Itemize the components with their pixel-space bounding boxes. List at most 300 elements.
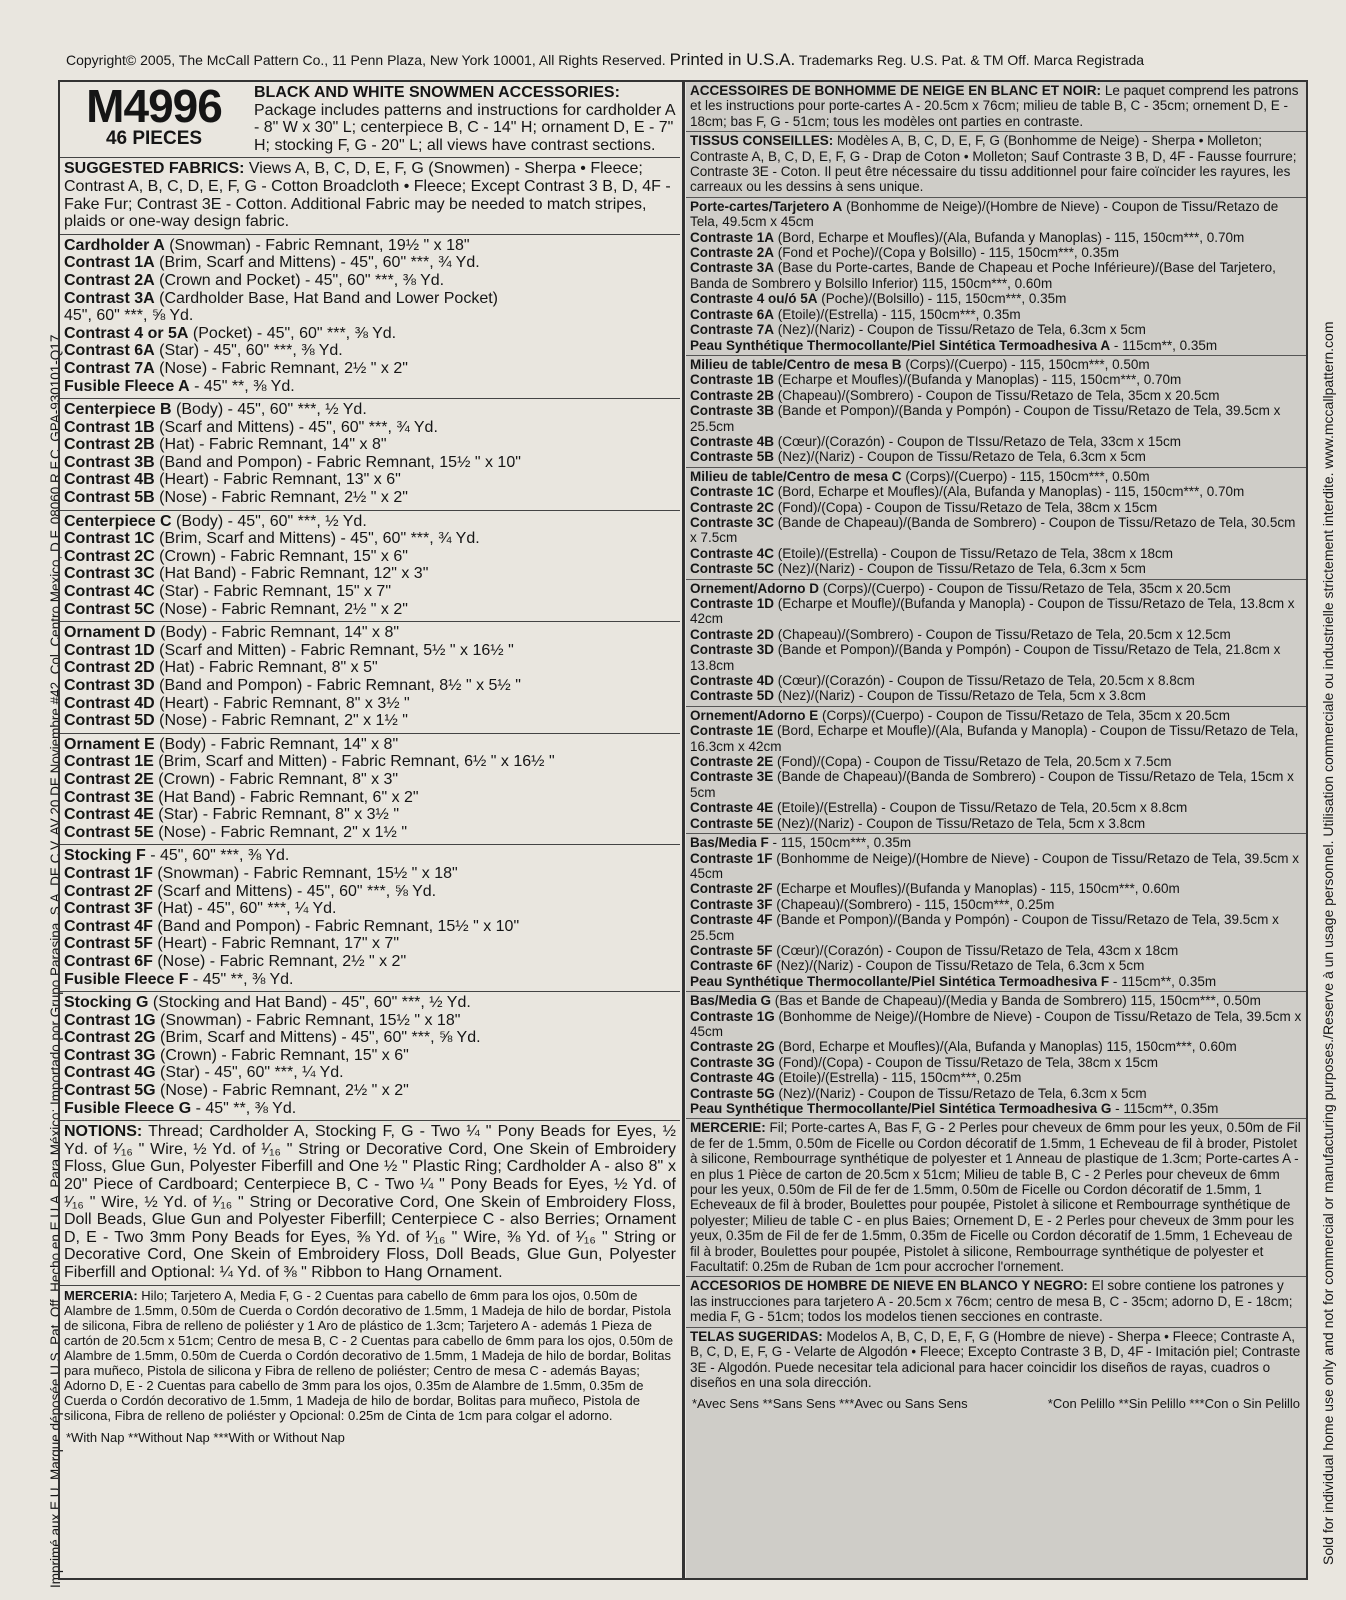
view-label: Contrast 2B (64, 436, 155, 454)
view-label: Ornament D (64, 624, 156, 642)
yardage-detail: (Bonhomme de Neige)/(Hombre de Nieve) - Coupon de Tissu/Retazo de Tela, 39.5cm x 45cm (690, 1008, 1302, 1039)
yardage-detail: (Chapeau)/(Sombrero) - Coupon de Tissu/Retazo de Tela, 20.5cm x 12.5cm (774, 626, 1231, 642)
yardage-line (64, 789, 676, 807)
view-label: Contrast 4D (64, 694, 155, 712)
yardage-detail: (Scarf and Mittens) - 45", 60" ***, ¾ Yd. (154, 418, 438, 436)
view-label: Contrast 2E (64, 770, 154, 788)
notions (60, 1121, 680, 1285)
yardage-detail: (Heart) - Fabric Remnant, 17" x 7" (152, 935, 400, 953)
description-text: Package includes patterns and instructions for cardholder A - 8" W x 30" L; centerpiece B, C - 14" H; ornament D, E - 7" H; stocking F, G - 20" L; all views have contrast sections. (254, 101, 675, 154)
yardage-line (690, 581, 1302, 596)
yardage-line (64, 565, 676, 583)
yardage-detail: (Scarf and Mitten) - Fabric Remnant, 5½ " x 16½ " (154, 641, 514, 659)
yardage-detail: (Etoile)/(Estrella) - 115, 150cm***, 0.25m (774, 1070, 1022, 1086)
yardage-line (64, 378, 676, 396)
yardage-line (690, 1070, 1302, 1085)
yardage-line (690, 688, 1302, 703)
yardage-line (690, 469, 1302, 484)
yardage-detail: (Brim, Scarf and Mittens) - 45", 60" ***, ¾ Yd. (154, 530, 480, 548)
yardage-line (64, 865, 676, 883)
fr-fabrics-text: Modèles A, B, C, D, E, F, G (Bonhomme de Neige) - Sherpa • Molleton; Contraste A, B, C, D, E, F, G - Drap de Coton • Molleton; Sauf Contraste 3 B, D, 4F - Fausse fourrure; Contraste 3E - Coton. Il peut être nécessaire du tissu additionnel pour faire coïncider les rayures, les carreaux ou les dessins à sens unique. (690, 133, 1297, 195)
view-label: Contraste 2C (690, 499, 775, 515)
printed-text: Printed in U.S.A. (669, 50, 796, 69)
view-label: Contrast 4E (64, 806, 154, 824)
view-label: Contraste 5D (690, 688, 775, 704)
view-label: Peau Synthétique Thermocollante/Piel Sintética Termoadhesiva F (690, 973, 1110, 989)
yardage-detail: (Hat) - 45", 60" ***, ¼ Yd. (152, 900, 337, 918)
yardage-line (64, 1100, 676, 1118)
yardage-group (686, 356, 1306, 468)
yardage-group (686, 834, 1306, 992)
view-label: Contrast 6A (64, 342, 155, 360)
yardage-group (60, 845, 680, 992)
column-divider (682, 80, 685, 1580)
yardage-detail: (Snowman) - Fabric Remnant, 19½ " x 18" (164, 236, 470, 254)
fr-intro-label: ACCESSOIRES DE BONHOMME DE NEIGE EN BLANC ET NOIR: (690, 83, 1102, 98)
yardage-list-en (60, 235, 680, 1122)
description (254, 84, 676, 154)
yardage-line (690, 1039, 1302, 1054)
yardage-line (690, 403, 1302, 434)
yardage-detail: (Star) - Fabric Remnant, 8" x 3½ " (153, 806, 400, 824)
yardage-detail: - 115, 150cm***, 0.35m (768, 835, 912, 851)
view-label: Contraste 1A (690, 229, 775, 245)
view-label: Contrast 2G (64, 1029, 156, 1047)
yardage-line (690, 245, 1302, 260)
footnote-es: *Con Pelillo **Sin Pelillo ***Con o Sin Pelillo (1047, 1396, 1300, 1412)
yardage-line (64, 548, 676, 566)
yardage-line (64, 736, 676, 754)
yardage-detail: (Bande et Pompon)/(Banda y Pompón) - Coupon de Tissu/Retazo de Tela, 21.8cm x 13.8cm (690, 642, 1281, 673)
suggested-fabrics (60, 158, 680, 234)
trademark-text: Trademarks Reg. U.S. Pat. & TM Off. Marca Registrada (798, 52, 1145, 68)
view-label: Contrast 3A (64, 289, 155, 307)
pattern-number-block (64, 80, 244, 154)
view-label: Contrast 1D (64, 641, 155, 659)
yardage-detail: (Bas et Bande de Chapeau)/(Media y Banda de Sombrero) 115, 150cm***, 0.50m (771, 993, 1261, 1009)
yardage-line (64, 513, 676, 531)
yardage-detail: (Scarf and Mittens) - 45", 60" ***, ⅝ Yd. (152, 882, 437, 900)
yardage-detail: (Echarpe et Moufle)/(Bufanda y Manopla) - Coupon de Tissu/Retazo de Tela, 13.8cm x 42cm (690, 596, 1295, 627)
yardage-line (690, 1055, 1302, 1070)
view-label: Contrast 4C (64, 583, 155, 601)
view-label: Contrast 1E (64, 753, 154, 771)
yardage-detail: (Nose) - Fabric Remnant, 2½ " x 2" (154, 359, 408, 377)
yardage-line (64, 824, 676, 842)
yardage-detail: (Body) - Fabric Remnant, 14" x 8" (155, 624, 400, 642)
view-label: Contraste 6F (690, 958, 773, 974)
yardage-line (64, 624, 676, 642)
yardage-line (690, 800, 1302, 815)
view-label: Fusible Fleece A (64, 377, 190, 395)
yardage-group (686, 992, 1306, 1119)
yardage-line (690, 1101, 1302, 1116)
yardage-line (690, 1009, 1302, 1040)
view-label: Contraste 4F (690, 912, 773, 928)
yardage-line (64, 290, 676, 308)
view-label: Contraste 2G (690, 1039, 775, 1055)
yardage-detail: (Nez)/(Nariz) - Coupon de Tissu/Retazo de Tela, 5cm x 3.8cm (774, 688, 1146, 704)
translation-column (686, 82, 1306, 1578)
yardage-line (690, 596, 1302, 627)
yardage-detail: (Body) - Fabric Remnant, 14" x 8" (154, 735, 399, 753)
yardage-detail: (Nez)/(Nariz) - Coupon de Tissu/Retazo de Tela, 6.3cm x 5cm (774, 1085, 1147, 1101)
yardage-group (60, 235, 680, 399)
footnote-fr: *Avec Sens **Sans Sens ***Avec ou Sans Sens (692, 1396, 968, 1412)
view-label: Stocking F (64, 847, 146, 865)
yardage-list-fr-es (686, 198, 1306, 1120)
view-label: Contraste 4E (690, 800, 774, 816)
view-label: Contrast 1B (64, 418, 155, 436)
view-label: Contrast 2A (64, 271, 155, 289)
yardage-group (686, 198, 1306, 356)
yardage-line (690, 958, 1302, 973)
view-label: Contrast 4G (64, 1064, 156, 1082)
yardage-line (690, 388, 1302, 403)
view-label: Contraste 1F (690, 850, 773, 866)
es-fabrics-text: Modelos A, B, C, D, E, F, G (Hombre de nieve) - Sherpa • Fleece; Contraste A, B, C, D, E, F, G - Velarte de Algodón • Fleece; Excepto Contraste 3 B, D, 4F - Imitación piel; Contraste 3E - Algodón. Puede necesitar tela adicional para hacer coincidir los diseños de rayas, cuadros o diseños en una sola dirección. (690, 1328, 1301, 1390)
view-label: Contrast 7A (64, 359, 155, 377)
yardage-detail: (Etoile)/(Estrella) - 115, 150cm***, 0.35m (774, 306, 1021, 322)
yardage-detail: (Nose) - Fabric Remnant, 2" x 1½ " (153, 823, 408, 841)
view-label: Bas/Media G (690, 993, 772, 1009)
yardage-detail: (Brim, Scarf and Mitten) - Fabric Remnant, 6½ " x 16½ " (153, 753, 555, 771)
view-label: Contrast 1F (64, 864, 153, 882)
view-label: Contraste 3C (690, 514, 775, 530)
view-label: Contraste 4G (690, 1070, 775, 1086)
yardage-line (690, 561, 1302, 576)
yardage-line (64, 971, 676, 989)
yardage-line (64, 659, 676, 677)
yardage-detail: 45", 60" ***, ⅝ Yd. (64, 307, 194, 325)
yardage-detail: (Corps)/(Cuerpo) - 115, 150cm***, 0.50m (901, 356, 1150, 372)
yardage-detail: (Nez)/(Nariz) - Coupon de Tissu/Retazo de Tela, 6.3cm x 5cm (774, 322, 1146, 338)
view-label: Ornament E (64, 735, 155, 753)
yardage-line (690, 723, 1302, 754)
yardage-detail: (Nose) - Fabric Remnant, 2½ " x 2" (155, 1082, 409, 1100)
view-label: Contrast 2F (64, 882, 153, 900)
yardage-line (64, 847, 676, 865)
yardage-line (64, 342, 676, 360)
yardage-detail: (Cœur)/(Corazón) - Coupon de Tissu/Retazo de Tela, 20.5cm x 8.8cm (774, 673, 1195, 689)
side-usage-text: Sold for individual home use only and not for commercial or manufacturing purposes./Reserve à un usage personnel. Utilisation commerciale ou industrielle strictement interdite. www.mccallpattern.com (1320, 321, 1336, 1565)
yardage-line (64, 419, 676, 437)
yardage-detail: (Hat Band) - Fabric Remnant, 12" x 3" (154, 565, 429, 583)
yardage-detail: (Stocking and Hat Band) - 45", 60" ***, ½ Yd. (148, 994, 471, 1012)
yardage-detail: (Heart) - Fabric Remnant, 13" x 6" (154, 471, 401, 489)
yardage-line (64, 401, 676, 419)
yardage-line (690, 500, 1302, 515)
view-label: Fusible Fleece F (64, 970, 189, 988)
view-label: Contraste 1G (690, 1008, 775, 1024)
yardage-detail: (Bande de Chapeau)/(Banda de Sombrero) - Coupon de Tissu/Retazo de Tela, 30.5cm x 7.5cm (690, 514, 1296, 546)
yardage-detail: (Nose) - Fabric Remnant, 2½ " x 2" (154, 489, 408, 507)
mercerie-text: Fil; Porte-cartes A, Bas F, G - 2 Perles pour cheveux de 6mm pour les yeux, 0.50m de Fil de fer de 1.5mm, 0.50m de Ficelle ou Cordon décoratif de 1.5mm, 1 Echeveau de fil à broder, Pistolet à silicone, Rembourrage synthétique de polyester et 1 Anneau de plastique de 1.3cm; Porte-cartes A - en plus 1 Pièce de carton de 20.5cm x 51cm; Milieu de table B, C - 2 Perles pour cheveux de 6mm pour les yeux, 0.50m de Fil de fer de 1.5mm, 0.50m de Ficelle ou Cordon décoratif de 1.5mm, 1 Echeveaux de fil à broder, Boulettes pour poupée, Pistolet à silicone et Rembourrage synthétique de polyester; Milieu de table C - en plus Baies; Ornement D, E - 2 Perles pour cheveux de 3mm pour les yeux, 0.35m de Fil de fer de 1.5mm, 0.35m de Ficelle ou Cordon décoratif de 1.5mm, 1 Echeveau de fil à broder, Boulettes pour poupée, Pistolet à silicone, Rembourrage synthétique de polyester et Facultatif: 0.25m de Ruban de 1cm pour accrocher l'ornement. (690, 1120, 1301, 1275)
yardage-line (64, 454, 676, 472)
yardage-detail: (Bonhomme de Neige)/(Hombre de Nieve) - Coupon de Tissu/Retazo de Tela, 39.5cm x 45cm (690, 850, 1300, 881)
view-label: Contraste 1C (690, 484, 775, 500)
view-label: Contrast 4B (64, 471, 155, 489)
yardage-detail: (Crown) - Fabric Remnant, 8" x 3" (153, 770, 399, 788)
yardage-line (64, 806, 676, 824)
yardage-detail: (Fond et Poche)/(Copa y Bolsillo) - 115, 150cm***, 0.35m (774, 245, 1119, 261)
yardage-detail: (Poche)/(Bolsillo) - 115, 150cm***, 0.35m (817, 291, 1067, 307)
view-label: Bas/Media F (690, 835, 769, 851)
yardage-line (690, 881, 1302, 896)
yardage-detail: - 45", 60" ***, ⅜ Yd. (145, 847, 290, 865)
yardage-detail: (Bord, Echarpe et Moufles)/(Ala, Bufanda y Manoplas) - 115, 150cm***, 0.70m (774, 484, 1245, 500)
yardage-detail: (Cardholder Base, Hat Band and Lower Pocket) (154, 289, 498, 307)
yardage-detail: - 45" **, ⅜ Yd. (188, 970, 294, 988)
merceria-label: MERCERIA: (64, 1287, 138, 1303)
yardage-line (690, 897, 1302, 912)
yardage-line (64, 436, 676, 454)
view-label: Contraste 3B (690, 403, 775, 419)
view-label: Stocking G (64, 994, 149, 1012)
yardage-detail: (Crown and Pocket) - 45", 60" ***, ⅜ Yd. (154, 271, 445, 289)
yardage-group (686, 580, 1306, 707)
yardage-line (64, 237, 676, 255)
yardage-group (686, 468, 1306, 580)
view-label: Contraste 3E (690, 769, 774, 785)
yardage-detail: (Star) - 45", 60" ***, ¼ Yd. (155, 1064, 344, 1082)
yardage-line (690, 835, 1302, 850)
es-intro-label: ACCESORIOS DE HOMBRE DE NIEVE EN BLANCO Y NEGRO: (690, 1278, 1088, 1294)
yardage-detail: (Heart) - Fabric Remnant, 8" x 3½ " (154, 694, 410, 712)
yardage-group (60, 511, 680, 623)
yardage-line (690, 974, 1302, 989)
view-label: Contrast 3F (64, 900, 153, 918)
yardage-line (690, 449, 1302, 464)
yardage-detail: (Base du Porte-cartes, Bande de Chapeau et Poche Inférieure)/(Base del Tarjetero, Banda de Sombrero y Bolsillo Inferior) 115, 150cm***, 0.60m (690, 260, 1276, 291)
copyright-text: Copyright© 2005, The McCall Pattern Co., 11 Penn Plaza, New York 10001, All Rights Reserved. (66, 52, 666, 68)
yardage-detail: (Bord, Echarpe et Moufle)/(Ala, Bufanda y Manopla) - Coupon de Tissu/Retazo de Tela, 16.3cm x 42cm (690, 723, 1299, 754)
yardage-detail: - 115cm**, 0.35m (1109, 973, 1217, 989)
yardage-line (690, 230, 1302, 245)
view-label: Contrast 4 or 5A (64, 324, 189, 342)
yardage-detail: (Hat Band) - Fabric Remnant, 6" x 2" (153, 788, 419, 806)
yardage-line (690, 434, 1302, 449)
yardage-detail: (Corps)/(Cuerpo) - Coupon de Tissu/Retazo de Tela, 35cm x 20.5cm (818, 707, 1230, 723)
yardage-line (64, 883, 676, 901)
yardage-line (64, 1064, 676, 1082)
view-label: Contraste 2E (690, 754, 774, 770)
merceria-text: Hilo; Tarjetero A, Media F, G - 2 Cuentas para cabello de 6mm para los ojos, 0.50m de Alambre de 1.5mm, 0.50m de Cuerda o Cordón decorativo de 1.5mm, 1 Madeja de hilo de bordar, Pistola de silicona, Fibra de relleno de poliéster y 1 Aro de plástico de 1.3cm; Tarjetero A - además 1 Pieza de cartón de 20.5cm x 51cm; Centro de mesa B, C - 2 Cuentas para cabello de 6mm para los ojos, 0.50m de Alambre de 1.5mm, 0.50m de Cuerda o Cordón decorativo de 1.5mm, 1 Madeja de hilo de bordar, Bolitas para muñeco, Pistola de silicona y Fibra de relleno de poliéster; Centro de mesa C - además Bayas; Adorno D, E - 2 Cuentas para cabello de 3mm para los ojos, 0.35m de Alambre de 1.5mm, 0.35m de Cuerda o Cordón decorativo de 1.5mm, 1 Madeja de hilo de bordar, Bolitas para muñeco, Pistola de silicona, Fibra de relleno de poliéster y Opcional: 0.25m de Cinta de 1cm para colgar el adorno. (64, 1287, 674, 1423)
view-label: Contraste 2A (690, 245, 775, 261)
es-intro-text: El sobre contiene los patrones y las instrucciones para tarjetero A - 20.5cm x 76cm; centro de mesa B, C - 35cm; adorno D, E - 18cm; media F, G - 51cm; todos los modelos tienen secciones en contraste. (690, 1278, 1293, 1325)
yardage-detail: (Bande de Chapeau)/(Banda de Sombrero) - Coupon de Tissu/Retazo de Tela, 15cm x 5cm (690, 769, 1294, 800)
view-label: Contraste 4B (690, 433, 775, 449)
yardage-line (64, 1082, 676, 1100)
yardage-detail: (Fond)/(Copa) - Coupon de Tissu/Retazo de Tela, 20.5cm x 7.5cm (773, 754, 1172, 770)
yardage-line (690, 515, 1302, 546)
view-label: Contrast 5D (64, 712, 155, 730)
yardage-line (64, 953, 676, 971)
yardage-detail: (Cœur)/(Corazón) - Coupon de TIssu/Retazo de Tela, 33cm x 15cm (774, 433, 1181, 449)
merceria (60, 1286, 680, 1426)
view-label: Contrast 1G (64, 1011, 156, 1029)
pattern-number: M4996 (86, 80, 222, 132)
yardage-line (690, 754, 1302, 769)
yardage-detail: (Star) - Fabric Remnant, 15" x 7" (154, 583, 392, 601)
yardage-line (690, 1086, 1302, 1101)
yardage-group (60, 399, 680, 511)
copyright-header (66, 50, 1316, 70)
es-intro (686, 1277, 1306, 1327)
yardage-line (690, 673, 1302, 688)
mercerie (686, 1119, 1306, 1277)
yardage-line (64, 360, 676, 378)
view-label: Ornement/Adorno E (690, 707, 819, 723)
notions-text: Thread; Cardholder A, Stocking F, G - Two ¼ " Pony Beads for Eyes, ½ Yd. of ¹⁄₁₆ " Wire, ½ Yd. of ¹⁄₁₆ " String or Decorative Cord, One Skein of Embroidery Floss, Glue Gun, Polyester Fiberfill and One ½ " Plastic Ring; Cardholder A - also 8" x 20" Piece of Cardboard; Centerpiece B, C - Two ¼ " Pony Beads for Eyes, ½ Yd. of ¹⁄₁₆ " Wire, ½ Yd. of ¹⁄₁₆ " String or Decorative Cord, One Skein of Embroidery Floss, Doll Beads, Glue Gun and Polyester Fiberfill; Centerpiece C - also Berries; Ornament D, E - Two 3mm Pony Beads for Eyes, ⅜ Yd. of ¹⁄₁₆ " Wire, ⅜ Yd. of ¹⁄₁₆ " String or Decorative Cord, One Skein of Embroidery Floss, Doll Beads, Glue Gun, Polyester Fiberfill and Optional: ¼ Yd. of ⅜ " Ribbon to Hang Ornament. (64, 1123, 677, 1281)
view-label: Contraste 5G (690, 1085, 775, 1101)
yardage-detail: (Band and Pompon) - Fabric Remnant, 15½ " x 10" (152, 917, 520, 935)
yardage-line (64, 1012, 676, 1030)
yardage-detail: (Brim, Scarf and Mittens) - 45", 60" ***, ⅝ Yd. (155, 1029, 481, 1047)
view-label: Milieu de table/Centro de mesa B (690, 356, 902, 372)
yardage-detail: (Bande et Pompon)/(Banda y Pompón) - Coupon de Tissu/Retazo de Tela, 39.5cm x 25.5cm (690, 912, 1279, 943)
fr-fabrics-label: TISSUS CONSEILLES: (690, 133, 834, 149)
yardage-detail: (Star) - 45", 60" ***, ⅜ Yd. (154, 342, 343, 360)
yardage-detail: (Pocket) - 45", 60" ***, ⅜ Yd. (188, 324, 397, 342)
yardage-line (64, 1047, 676, 1065)
yardage-detail: - 115cm**, 0.35m (1110, 337, 1218, 353)
view-label: Centerpiece C (64, 512, 172, 530)
yardage-detail: (Hat) - Fabric Remnant, 8" x 5" (154, 659, 378, 677)
view-label: Contraste 5B (690, 449, 775, 465)
yardage-detail: (Crown) - Fabric Remnant, 15" x 6" (155, 1046, 409, 1064)
yardage-group (60, 734, 680, 846)
fr-fabrics (686, 132, 1306, 198)
yardage-line (64, 771, 676, 789)
yardage-line (64, 994, 676, 1012)
yardage-line (690, 484, 1302, 499)
yardage-detail: (Bord, Echarpe et Moufles)/(Ala, Bufanda y Manoplas) 115, 150cm***, 0.60m (774, 1039, 1237, 1055)
yardage-detail: - 45" **, ⅜ Yd. (189, 377, 295, 395)
view-label: Contraste 4 ou/ó 5A (690, 291, 818, 307)
yardage-line (64, 1029, 676, 1047)
view-label: Contraste 2D (690, 626, 775, 642)
es-fabrics (686, 1328, 1306, 1393)
view-label: Contrast 3D (64, 677, 155, 694)
view-label: Contrast 5E (64, 823, 154, 841)
yardage-line (690, 851, 1302, 882)
view-label: Contrast 6F (64, 952, 153, 970)
fr-intro (686, 82, 1306, 132)
yardage-line (64, 272, 676, 290)
yardage-detail: (Fond)/(Copa) - Coupon de Tissu/Retazo de Tela, 38cm x 15cm (774, 499, 1158, 515)
yardage-group (60, 992, 680, 1121)
yardage-detail: (Nez)/(Nariz) - Coupon de Tissu/Retazo de Tela, 5cm x 3.8cm (773, 815, 1146, 831)
view-label: Porte-cartes/Tarjetero A (690, 198, 843, 214)
yardage-detail: (Body) - 45", 60" ***, ½ Yd. (171, 512, 367, 530)
yardage-detail: (Band and Pompon) - Fabric Remnant, 15½ " x 10" (154, 453, 521, 471)
yardage-line (690, 357, 1302, 372)
view-label: Contrast 5F (64, 935, 153, 953)
yardage-line (690, 260, 1302, 291)
yardage-line (64, 753, 676, 771)
view-label: Contraste 4C (690, 545, 775, 561)
fabrics-text: Views A, B, C, D, E, F, G (Snowmen) - Sherpa • Fleece; Contrast A, B, C, D, E, F, G - Cotton Broadcloth • Fleece; Except Contrast 3 B, D, 4F - Fake Fur; Contrast 3E - Cotton. Additional Fabric may be needed to match stripes, plaids or one-way design fabric. (64, 160, 671, 231)
yardage-line (690, 307, 1302, 322)
yardage-line (64, 601, 676, 619)
yardage-detail: (Brim, Scarf and Mittens) - 45", 60" ***, ¾ Yd. (154, 254, 480, 272)
view-label: Contrast 4F (64, 917, 153, 935)
yardage-line (690, 816, 1302, 831)
yardage-detail: (Chapeau)/(Sombrero) - Coupon de Tissu/Retazo de Tela, 35cm x 20.5cm (774, 387, 1220, 403)
view-label: Contrast 3G (64, 1046, 156, 1064)
yardage-line (690, 338, 1302, 353)
yardage-detail: (Etoile)/(Estrella) - Coupon de Tissu/Retazo de Tela, 38cm x 18cm (774, 545, 1173, 561)
es-fabrics-label: TELAS SUGERIDAS: (690, 1328, 823, 1344)
view-label: Contrast 1C (64, 530, 155, 548)
yardage-line (690, 912, 1302, 943)
view-label: Contrast 3C (64, 565, 155, 583)
yardage-line (64, 677, 676, 695)
yardage-detail: (Corps)/(Cuerpo) - 115, 150cm***, 0.50m (901, 468, 1150, 484)
view-label: Contraste 3F (690, 896, 773, 912)
view-label: Contrast 1A (64, 254, 155, 272)
yardage-line (690, 993, 1302, 1008)
view-label: Cardholder A (64, 236, 165, 254)
yardage-detail: (Bande et Pompon)/(Banda y Pompón) - Coupon de Tissu/Retazo de Tela, 39.5cm x 25.5cm (690, 403, 1281, 434)
yardage-line (690, 546, 1302, 561)
yardage-line (64, 489, 676, 507)
view-label: Contrast 5B (64, 489, 155, 507)
view-label: Contrast 2C (64, 547, 155, 565)
view-label: Contraste 5F (690, 942, 773, 958)
piece-count: 46 PIECES (105, 128, 203, 149)
yardage-detail: (Nez)/(Nariz) - Coupon de Tissu/Retazo de Tela, 6.3cm x 5cm (774, 561, 1146, 577)
yardage-line (64, 254, 676, 272)
view-label: Contraste 3A (690, 260, 775, 276)
fr-intro-text: Le paquet comprend les patrons et les instructions pour porte-cartes A - 20.5cm x 76cm; milieu de table B, C - 35cm; ornement D, E - 18cm; bas F, G - 51cm; tous les modèles ont parties en contraste. (690, 83, 1299, 129)
view-label: Contraste 3G (690, 1054, 775, 1070)
notions-label: NOTIONS: (64, 1123, 143, 1141)
view-label: Contrast 2D (64, 659, 155, 677)
yardage-group (686, 707, 1306, 834)
yardage-line (690, 627, 1302, 642)
yardage-detail: (Echarpe et Moufles)/(Bufanda y Manoplas) - 115, 150cm***, 0.70m (774, 372, 1182, 388)
footnote-fr-es (686, 1392, 1306, 1415)
view-label: Milieu de table/Centro de mesa C (690, 468, 902, 484)
yardage-detail: - 115cm**, 0.35m (1111, 1101, 1219, 1116)
yardage-detail: (Nose) - Fabric Remnant, 2½ " x 2" (154, 600, 408, 618)
yardage-detail: (Crown) - Fabric Remnant, 15" x 6" (154, 547, 408, 565)
yardage-group (60, 622, 680, 734)
yardage-line (690, 291, 1302, 306)
yardage-line (64, 530, 676, 548)
yardage-detail: (Nose) - Fabric Remnant, 2½ " x 2" (152, 952, 407, 970)
yardage-detail: (Snowman) - Fabric Remnant, 15½ " x 18" (155, 1011, 461, 1029)
yardage-line (690, 199, 1302, 230)
view-label: Contraste 1B (690, 372, 775, 388)
yardage-line (64, 307, 676, 325)
view-label: Contrast 3B (64, 453, 155, 471)
yardage-line (64, 900, 676, 918)
yardage-line (64, 583, 676, 601)
yardage-line (690, 769, 1302, 800)
english-column (60, 82, 680, 1449)
yardage-detail: (Bonhomme de Neige)/(Hombre de Nieve) - Coupon de Tissu/Retazo de Tela, 49.5cm x 45cm (690, 198, 1279, 230)
mercerie-label: MERCERIE: (690, 1120, 766, 1136)
view-label: Peau Synthétique Thermocollante/Piel Sintética Termoadhesiva A (690, 337, 1111, 353)
yardage-detail: (Nez)/(Nariz) - Coupon de Tissu/Retazo de Tela, 6.3cm x 5cm (774, 449, 1146, 465)
yardage-detail: (Fond)/(Copa) - Coupon de Tissu/Retazo de Tela, 38cm x 15cm (774, 1054, 1158, 1070)
view-label: Fusible Fleece G (64, 1099, 192, 1117)
yardage-detail: (Hat) - Fabric Remnant, 14" x 8" (154, 436, 387, 454)
yardage-detail: - 45" **, ⅜ Yd. (191, 1099, 297, 1117)
